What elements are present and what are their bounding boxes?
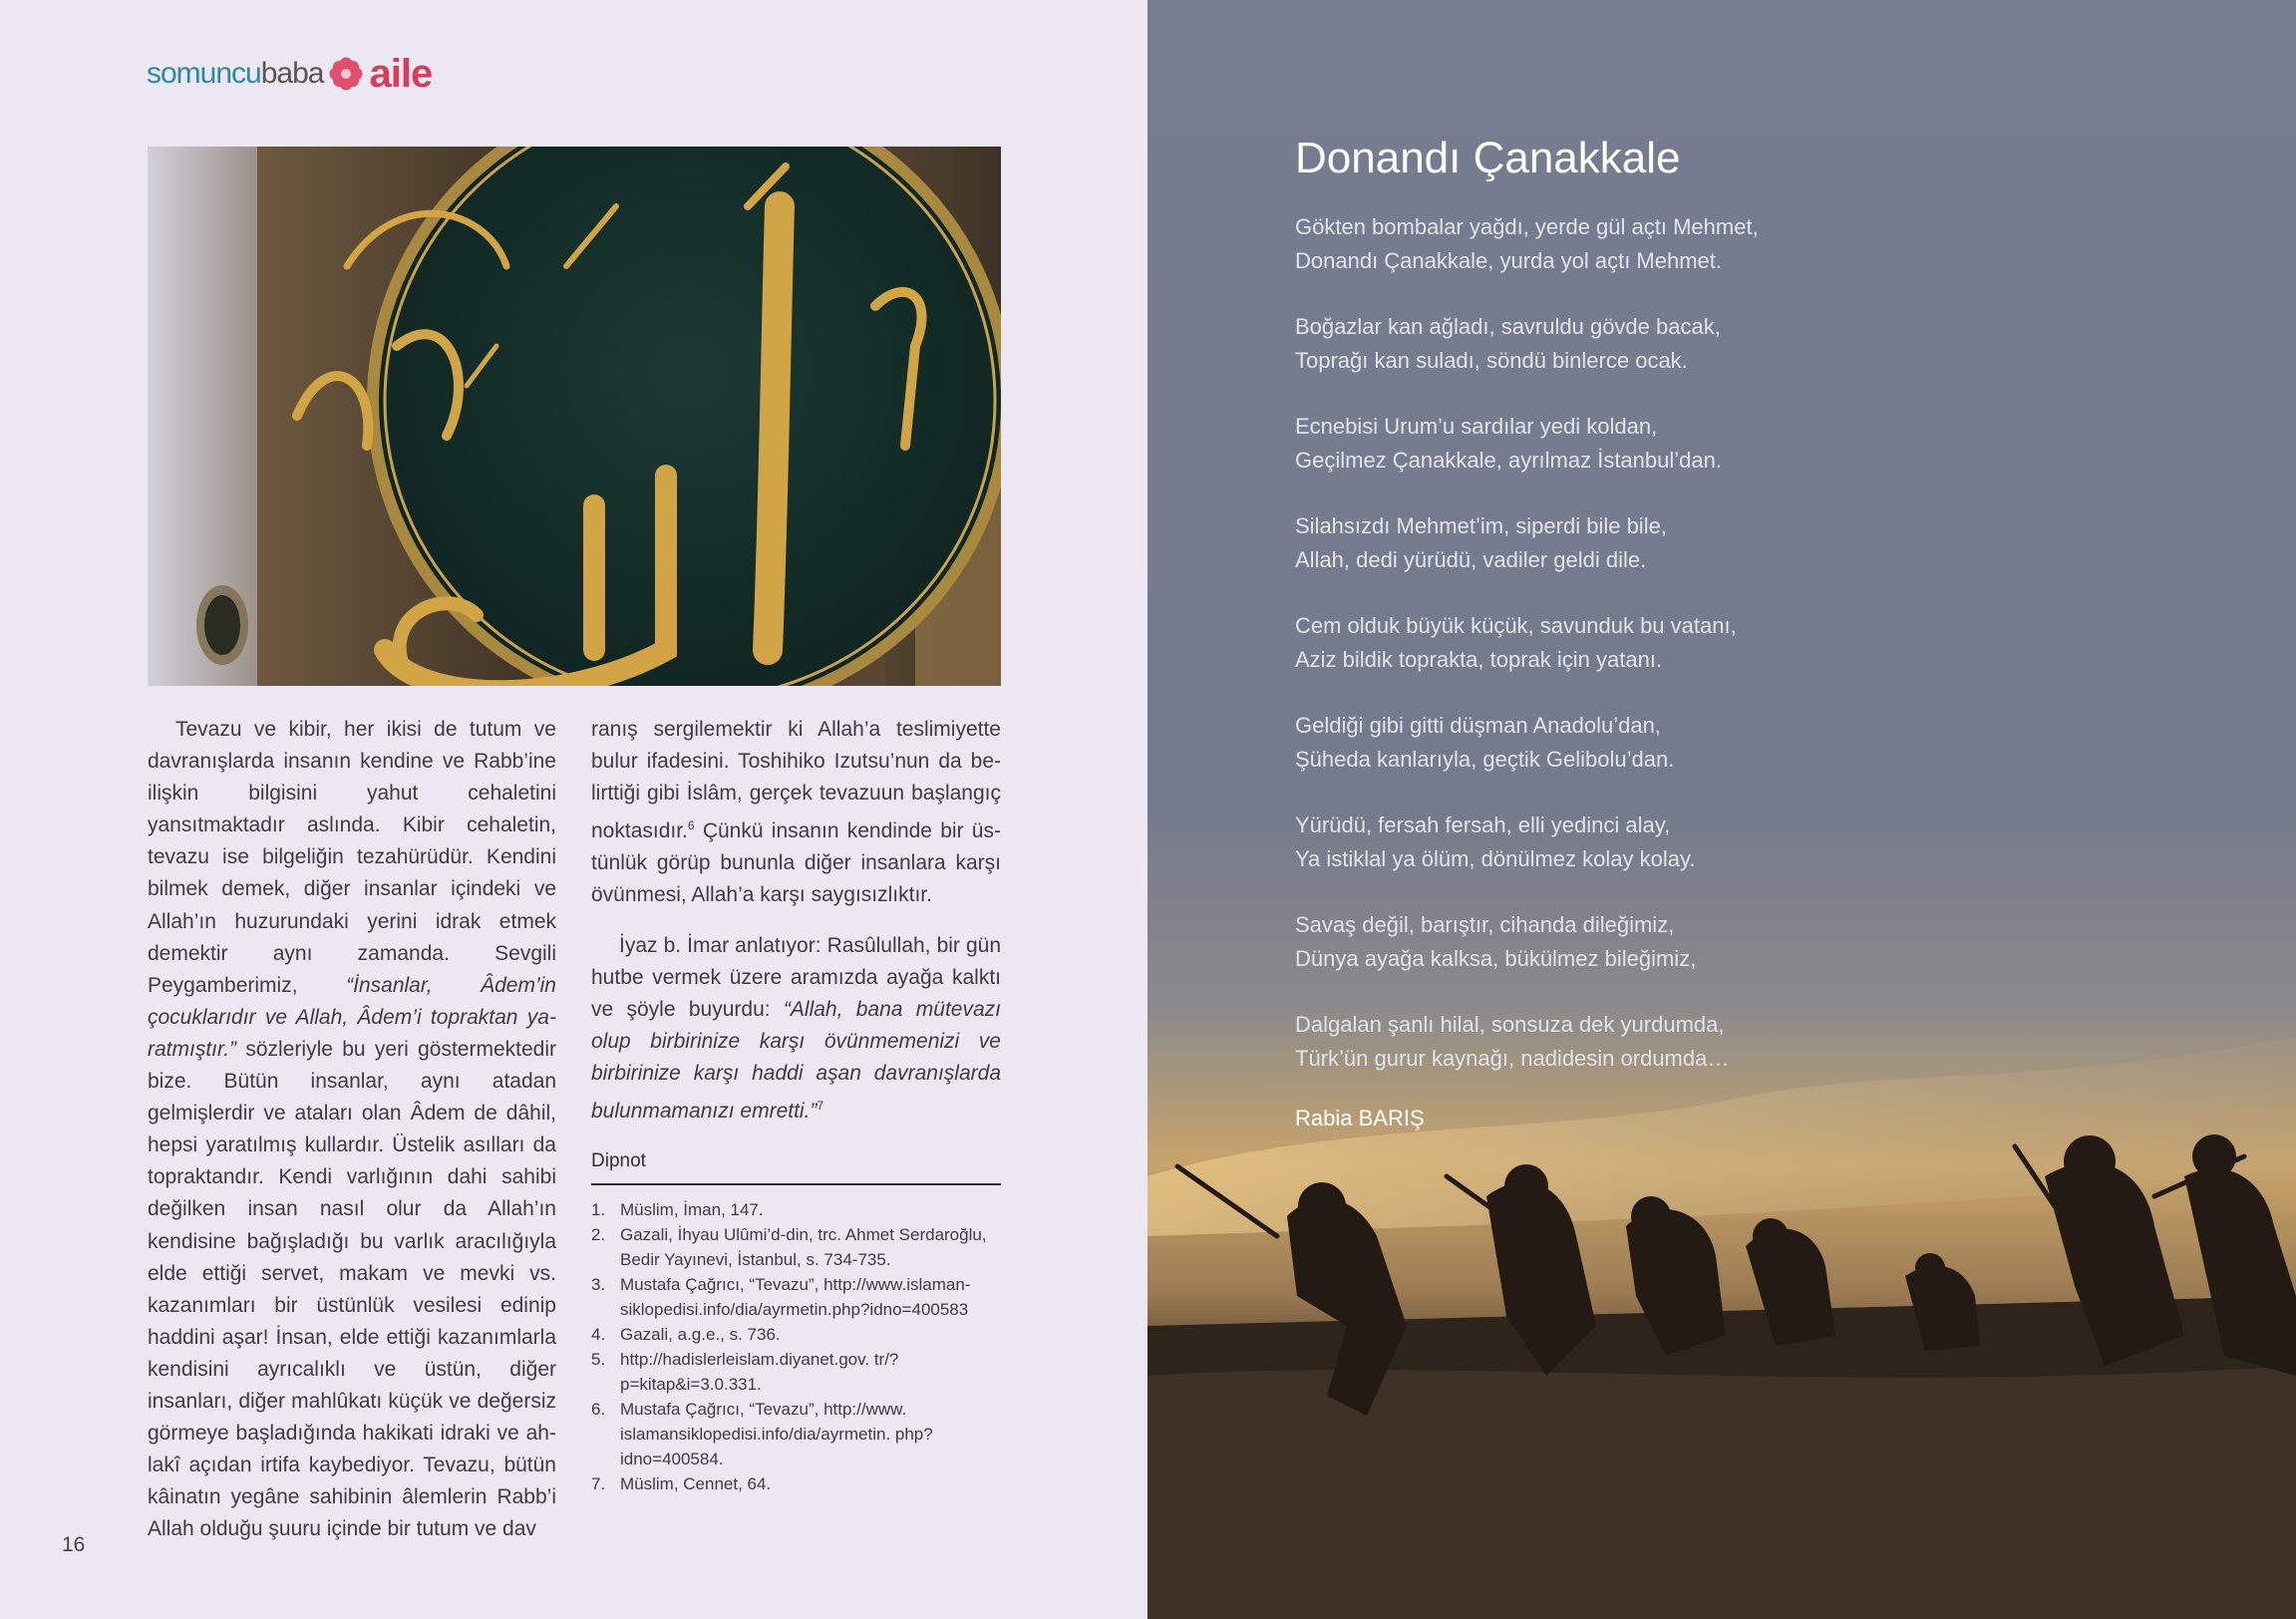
poem-line: Yürüdü, fersah fersah, elli yedinci alay,: [1295, 812, 1671, 837]
magazine-logo: [147, 52, 432, 96]
poem-line: Şüheda kanlarıyla, geçtik Gelibolu’dan.: [1295, 746, 1675, 772]
poem-line: Aziz bildik toprakta, toprak için yatanı.: [1295, 646, 1663, 672]
poem-line: Allah, dedi yürüdü, vadiler geldi dile.: [1295, 546, 1647, 572]
footnote-ref[interactable]: 6: [687, 818, 695, 833]
footnote-text: Gazali, İhyau Ulûmi’d-din, trc. Ahmet Serdaroğlu, Bedir Yayınevi, İstanbul, s. 734-735.: [620, 1225, 987, 1270]
footnote-number: 7.: [591, 1474, 606, 1494]
footnote-item: [591, 1471, 1001, 1496]
poem-stanza: [1295, 908, 1993, 975]
footnote-number: 2.: [591, 1225, 606, 1245]
footnote-item: [591, 1322, 1001, 1347]
article-column-1: [148, 714, 556, 1563]
poem-line: Boğazlar kan ağladı, savruldu gövde bacak,: [1295, 314, 1721, 339]
poem-stanza: [1295, 809, 1993, 875]
poem-line: Dünya ayağa kalksa, bükülmez bileğimiz,: [1295, 945, 1697, 971]
footnote-item: [591, 1272, 1001, 1322]
poet-name: Rabia BARIŞ: [1295, 1106, 1425, 1131]
footnote-text: Gazali, a.g.e., s. 736.: [620, 1325, 781, 1345]
article-paragraph-1: [148, 714, 556, 1545]
footnote-number: 4.: [591, 1325, 606, 1345]
footnote-number: 5.: [591, 1350, 606, 1370]
footnote-text: http://hadislerleislam.diyanet.gov. tr/?p=kitap&i=3.0.331.: [620, 1350, 899, 1395]
paragraph-text: İyaz b. İmar anlatıyor: Rasûlullah, bir gün hutbe vermek üzere aramızda ayağa kalktı ve şöyle buyurdu:: [591, 933, 1001, 1021]
article-paragraph-3: [591, 930, 1001, 1129]
poem-stanza: [1295, 210, 1993, 277]
footnote-text: Müslim, İman, 147.: [620, 1200, 764, 1220]
page-number: 16: [62, 1533, 86, 1556]
footnote-item: [591, 1197, 1001, 1222]
poem-title: Donandı Çanakkale: [1295, 134, 1681, 182]
footnote-text: Mustafa Çağrıcı, “Tevazu”, http://www.islamansiklopedisi.info/dia/ayrmetin.php?idno=400583: [620, 1275, 971, 1320]
logo-brand: somuncubaba: [147, 57, 324, 90]
footnote-title: Dipnot: [591, 1145, 1001, 1185]
calligraphy-photo: [148, 147, 1001, 686]
flower-logo-icon: [329, 57, 363, 91]
footnote-ref[interactable]: 7: [817, 1099, 824, 1114]
poem-line: Dalgalan şanlı hilal, sonsuza dek yurdumda,: [1295, 1012, 1725, 1037]
footnote-item: [591, 1222, 1001, 1272]
poem-stanza: [1295, 509, 1993, 576]
footnote-item: [591, 1397, 1001, 1471]
poem-line: Gökten bombalar yağdı, yerde gül açtı Mehmet,: [1295, 214, 1759, 239]
paragraph-text-continued: sözleriyle bu yeri göstermektedir bize. Bütün insanlar, aynı atadan gelmişlerdir ve ataları olan Âdem de dâhil, hepsi yaratılmış kullardır. Üstelik asılları da topraktandır. Kendi varlığının dahi sahibi değilken insan nasıl olur da Allah’ın kendisine bağışladığı bu varlık aracılığıyla elde ettiği servet, makam ve mevki vs. kazanımları bir üstünlük vesilesi edinip haddini aşar! İnsan, elde ettiği kazanımlarla kendisini ayrıcalıklı ve üstün, diğer insanları, diğer mahlûkatı küçük ve değersiz görmeye başladığında hakikati idraki ve ahlakî açıdan irtifa kaybediyor. Tevazu, bütün kâinatın yegâne sahibinin âlemlerin Rabb’i Allah olduğu şuuru içinde bir tutum ve dav: [148, 1037, 556, 1541]
paragraph-text: ranış sergilemektir ki Allah’a teslimiyette bulur ifadesini. Toshihiko Izutsu’nun da belirttiği gibi İslâm, gerçek tevazuun başlangıç noktasıdır.: [591, 718, 1001, 843]
poem-line: Donandı Çanakkale, yurda yol açtı Mehmet.: [1295, 247, 1723, 273]
article-paragraph-2: [591, 714, 1001, 912]
footnote-number: 1.: [591, 1200, 606, 1220]
poem-stanza: [1295, 310, 1993, 377]
poem-line: Türk’ün gurur kaynağı, nadidesin ordumda…: [1295, 1045, 1730, 1071]
poem-stanza: [1295, 609, 1993, 676]
poem-line: Toprağı kan suladı, söndü binlerce ocak.: [1295, 347, 1688, 373]
hadith-quote: “Allah, bana mütevazı olup birbirinize karşı övünmemenizi ve birbirinize karşı haddi aşan davranışlarda bulunmamanızı emretti.”: [591, 997, 1001, 1124]
poem-line: Geldiği gibi gitti düşman Anadolu’dan,: [1295, 713, 1661, 738]
article-column-2: [591, 714, 1001, 1496]
footnote-number: 6.: [591, 1400, 606, 1420]
poem-line: Savaş değil, barıştır, cihanda dileğimiz,: [1295, 912, 1675, 937]
footnote-number: 3.: [591, 1275, 606, 1295]
poem-line: Ecnebisi Urum’u sardılar yedi koldan,: [1295, 414, 1658, 439]
poem-line: Geçilmez Çanakkale, ayrılmaz İstanbul’dan.: [1295, 447, 1722, 473]
footnote-item: [591, 1347, 1001, 1397]
footnote-text: Müslim, Cennet, 64.: [620, 1474, 772, 1494]
paragraph-text-continued: Çünkü insanın kendinde bir üstünlük görüp bununla diğer insanlara karşı övünmesi, Allah’a karşı saygısızlıktır.: [591, 819, 1001, 907]
poem-body: [1295, 210, 1993, 1132]
hadith-quote: “İnsanlar, Âdem’in çocuklarıdır ve Allah, Âdem’i topraktan yaratmıştır.”: [148, 973, 556, 1061]
poem-stanza: [1295, 410, 1993, 477]
right-page: [1148, 0, 2296, 1619]
poem-line: Ya istiklal ya ölüm, dönülmez kolay kolay.: [1295, 845, 1696, 871]
poem-line: Silahsızdı Mehmet’im, siperdi bile bile,: [1295, 513, 1667, 538]
paragraph-text: Tevazu ve kibir, her ikisi de tutum ve davranışlarda insanın kendine ve Rabb’ine ilişkin bilgisini yahut cehaletini yansıtmaktadır aslında. Kibir cehaletin, tevazu ise bilgeliğin tezahürüdür. Kendini bilmek demek, diğer insanlar içindeki ve Allah’ın huzurundaki yerini idrak etmek demektir aynı zamanda. Sevgili Peygamberimiz,: [148, 718, 556, 997]
poem-stanza: [1295, 1008, 1993, 1075]
footnote-text: Mustafa Çağrıcı, “Tevazu”, http://www. islamansiklopedisi.info/dia/ayrmetin. php?idno=400584.: [620, 1400, 933, 1469]
logo-aile: aile: [369, 51, 433, 96]
poem-line: Cem olduk büyük küçük, savunduk bu vatanı,: [1295, 613, 1737, 638]
poem-stanza: [1295, 709, 1993, 776]
footnote-list: [591, 1197, 1001, 1496]
